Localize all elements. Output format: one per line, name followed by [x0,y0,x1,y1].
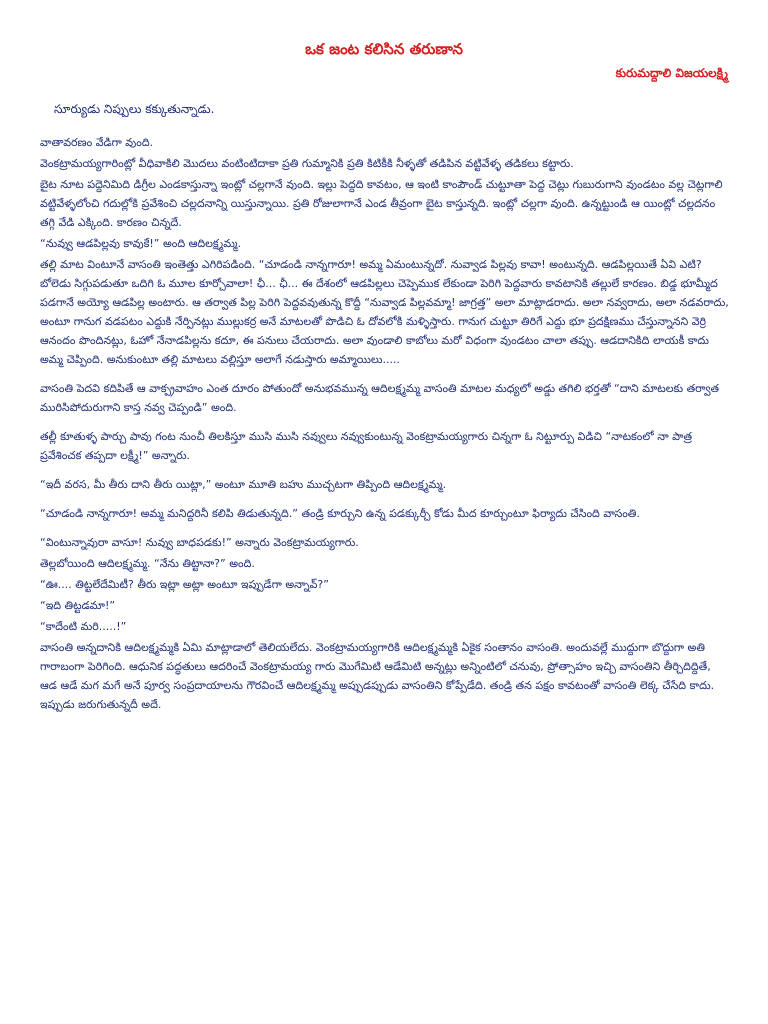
story-body [40,100,730,724]
paragraph: వాతావరణం వేడిగా వుంది. [40,136,154,149]
story-title: ఒక జంట కలిసిన తరుణాన [305,40,463,58]
paragraph: బైట నూట పద్దెనిమిది డిగ్రీల ఎండకాస్తున్నా ఇంట్లో చల్లగానే వుంది. ఇల్లు పెద్దది కావటం, ఆ ఇంటి కాంపౌండ్ చుట్టూతా పెద్ద చెట్లు గుబురుగాని వుండటం వల్ల చెట్లగాలి వట్టివేళ్ళలోంచి గదుల్లోకి ప్రవేశించి చల్లదనాన్ని యిస్తున్నాయి. ప్రతి రోజులాగానే ఎండ తీవ్రంగా బైట కాస్తున్నది. ఇంట్లో చల్లగా వుంది. ఉన్నట్టుండి ఆ యింట్లో చల్లదనం తగ్గి వేడి ఎక్కింది. కారణం చిన్నదే. [40,178,723,229]
paragraph: “వింటున్నావురా వాసూ! నువ్వు బాధపడకు!” అన్నారు వెంకట్రామయ్యగారు. [40,536,359,549]
paragraph: వెంకట్రామయ్యగారింట్లో వీధివాకిలి మొదలు వంటింటిదాకా ప్రతి గుమ్మానికి ప్రతి కిటికీకి నీళ్ళతో తడిపిన వట్టివేళ్ళ తడికలు కట్టారు. [40,157,574,170]
paragraph: “నువ్వు ఆడపిల్లవు కావుకే!” అంది ఆదిలక్ష్మమ్మ. [40,237,242,250]
paragraph: తెల్లబోయింది ఆదిలక్ష్మమ్మ. “నేను తిట్టానా?” అంది. [40,557,255,570]
paragraph: “ఇదీ వరస, మీ తీరు దాని తీరు యిట్లా,” అంటూ మూతి బహు ముచ్చటగా తిప్పింది ఆదిలక్ష్మమ్మ. [40,478,447,491]
paragraph: వాసంతి పెదవి కదిపితే ఆ వాక్ప్రవాహం ఎంత దూరం పోతుందో అనుభవమున్న ఆదిలక్ష్మమ్మ వాసంతి మాటల మధ్యలో అడ్డు తగిలి భర్తతో “దాని మాటలకు తర్వాత మురిసిపోదురుగాని కాస్త నవ్వ చెప్పండి” అంది. [40,382,720,414]
paragraph: “కాదేంటి మరి.....!” [40,620,127,633]
paragraph: “ఇది తిట్టడమా!” [40,599,116,612]
paragraph: తల్లి మాట వింటూనే వాసంతి ఇంతెత్తు ఎగిరిపడింది. “చూడండి నాన్నగారూ! అమ్మ ఏమంటున్నదో. నువ్వాడ పిల్లవు కావా! అంటున్నది. ఆడపిల్లయితే ఏవి ఎటి? బోలెడు సిగ్గుపడుతూ ఒదిగి ఓ మూల కూర్చోవాలా! ఛీ... ఛీ... ఈ దేశంలో ఆడపిల్లలు చెప్పెముక లేకుండా పెరిగి పెద్దవారు కావటానికి తల్లులే కారణం. బిడ్డ భూమ్మీద పడగానే అయ్యో ఆడపిల్ల అంటారు. ఆ తర్వాత పిల్ల పెరిగి పెద్దవవుతున్న కొద్దీ “నువ్వాడ పిల్లవమ్మా! జాగ్రత్త” అలా మాట్లాడరాదు. అలా నవ్వరాదు, అలా నడవరాదు, అంటూ గానుగ వడపటం ఎద్దుకి నేర్పినట్లు ముల్లుకర్ర అనే మాటలతో పొడిచి ఓ దోవలోకి మళ్ళిస్తారు. గానుగ చుట్టూ తిరిగే ఎద్దు భూ ప్రదక్షిణము చేస్తున్నానని వెర్రి ఆనందం పొందినట్లు, ఓహో నేనాడపిల్లను కదూ, ఈ పనులు చేయరాదు. అలా వుండాలి కాబోలు మరో విధంగా వుండటం చాలా తప్పు. ఆడదానికిది లాయకీ కాదు అమ్మ చెప్పింది. అనుకుంటూ తల్లి మాటలు వల్లిస్తూ అలాగే నడుస్తారు అమ్మాయిలు..... [40,258,729,366]
paragraph: వాసంతి అన్నదానికి ఆదిలక్ష్మమ్మకి ఏమి మాట్లాడాలో తెలియలేదు. వెంకట్రామయ్యగారికి ఆదిలక్ష్మమ్మకి ఏకైక సంతానం వాసంతి. అందువల్లే ముద్దుగా బొద్దుగా అతి గారాబంగా పెరిగింది. ఆధునిక పద్ధతులు ఆదరించే వెంకట్రామయ్య గారు మొగేమిటి ఆడేమిటి అన్నట్లు అన్నింటిలో చనువు, ప్రోత్సాహం ఇచ్చి వాసంతిని తీర్చిదిద్దితే, ఆడ ఆడే మగ మగే అనే పూర్వ సంప్రదాయాలను గౌరవించే ఆదిలక్ష్మమ్మ అప్పుడప్పుడు వాసంతిని కోప్పేడేది. తండ్రి తన పక్షం కావటంతో వాసంతి లెక్క చేసేది కాదు. ఇప్పుడు జరుగుతున్నదీ అదే. [40,641,715,711]
author-name: కురుమద్దాలి విజయలక్ష్మి [615,66,728,80]
paragraph: “చూడండి నాన్నగారూ! అమ్మ మనిద్దరినీ కలిపి తిడుతున్నది.” తండ్రి కూర్చుని ఉన్న పడక్కుర్చీ కోడు మీద కూర్చుంటూ ఫిర్యాదు చేసింది వాసంతి. [40,507,640,520]
paragraph: సూర్యుడు నిప్పులు కక్కుతున్నాడు. [54,102,215,116]
paragraph: తల్లీ కూతుళ్ళ పార్చు పావు గంట నుంచీ తిలకిస్తూ ముసి ముసి నవ్వులు నవ్వుకుంటున్న వెంకట్రామయ్యగారు చిన్నగా ఓ నిట్టూర్పు విడిచి “నాటకంలో నా పాత్ర ప్రవేశించక తప్పదా లక్ష్మీ!” అన్నారు. [40,430,693,462]
paragraph: “ఊ.... తిట్టలేదేమిటీ? తీరు ఇట్లా అట్లా అంటూ ఇప్పుడేగా అన్నావ్?” [40,578,329,591]
